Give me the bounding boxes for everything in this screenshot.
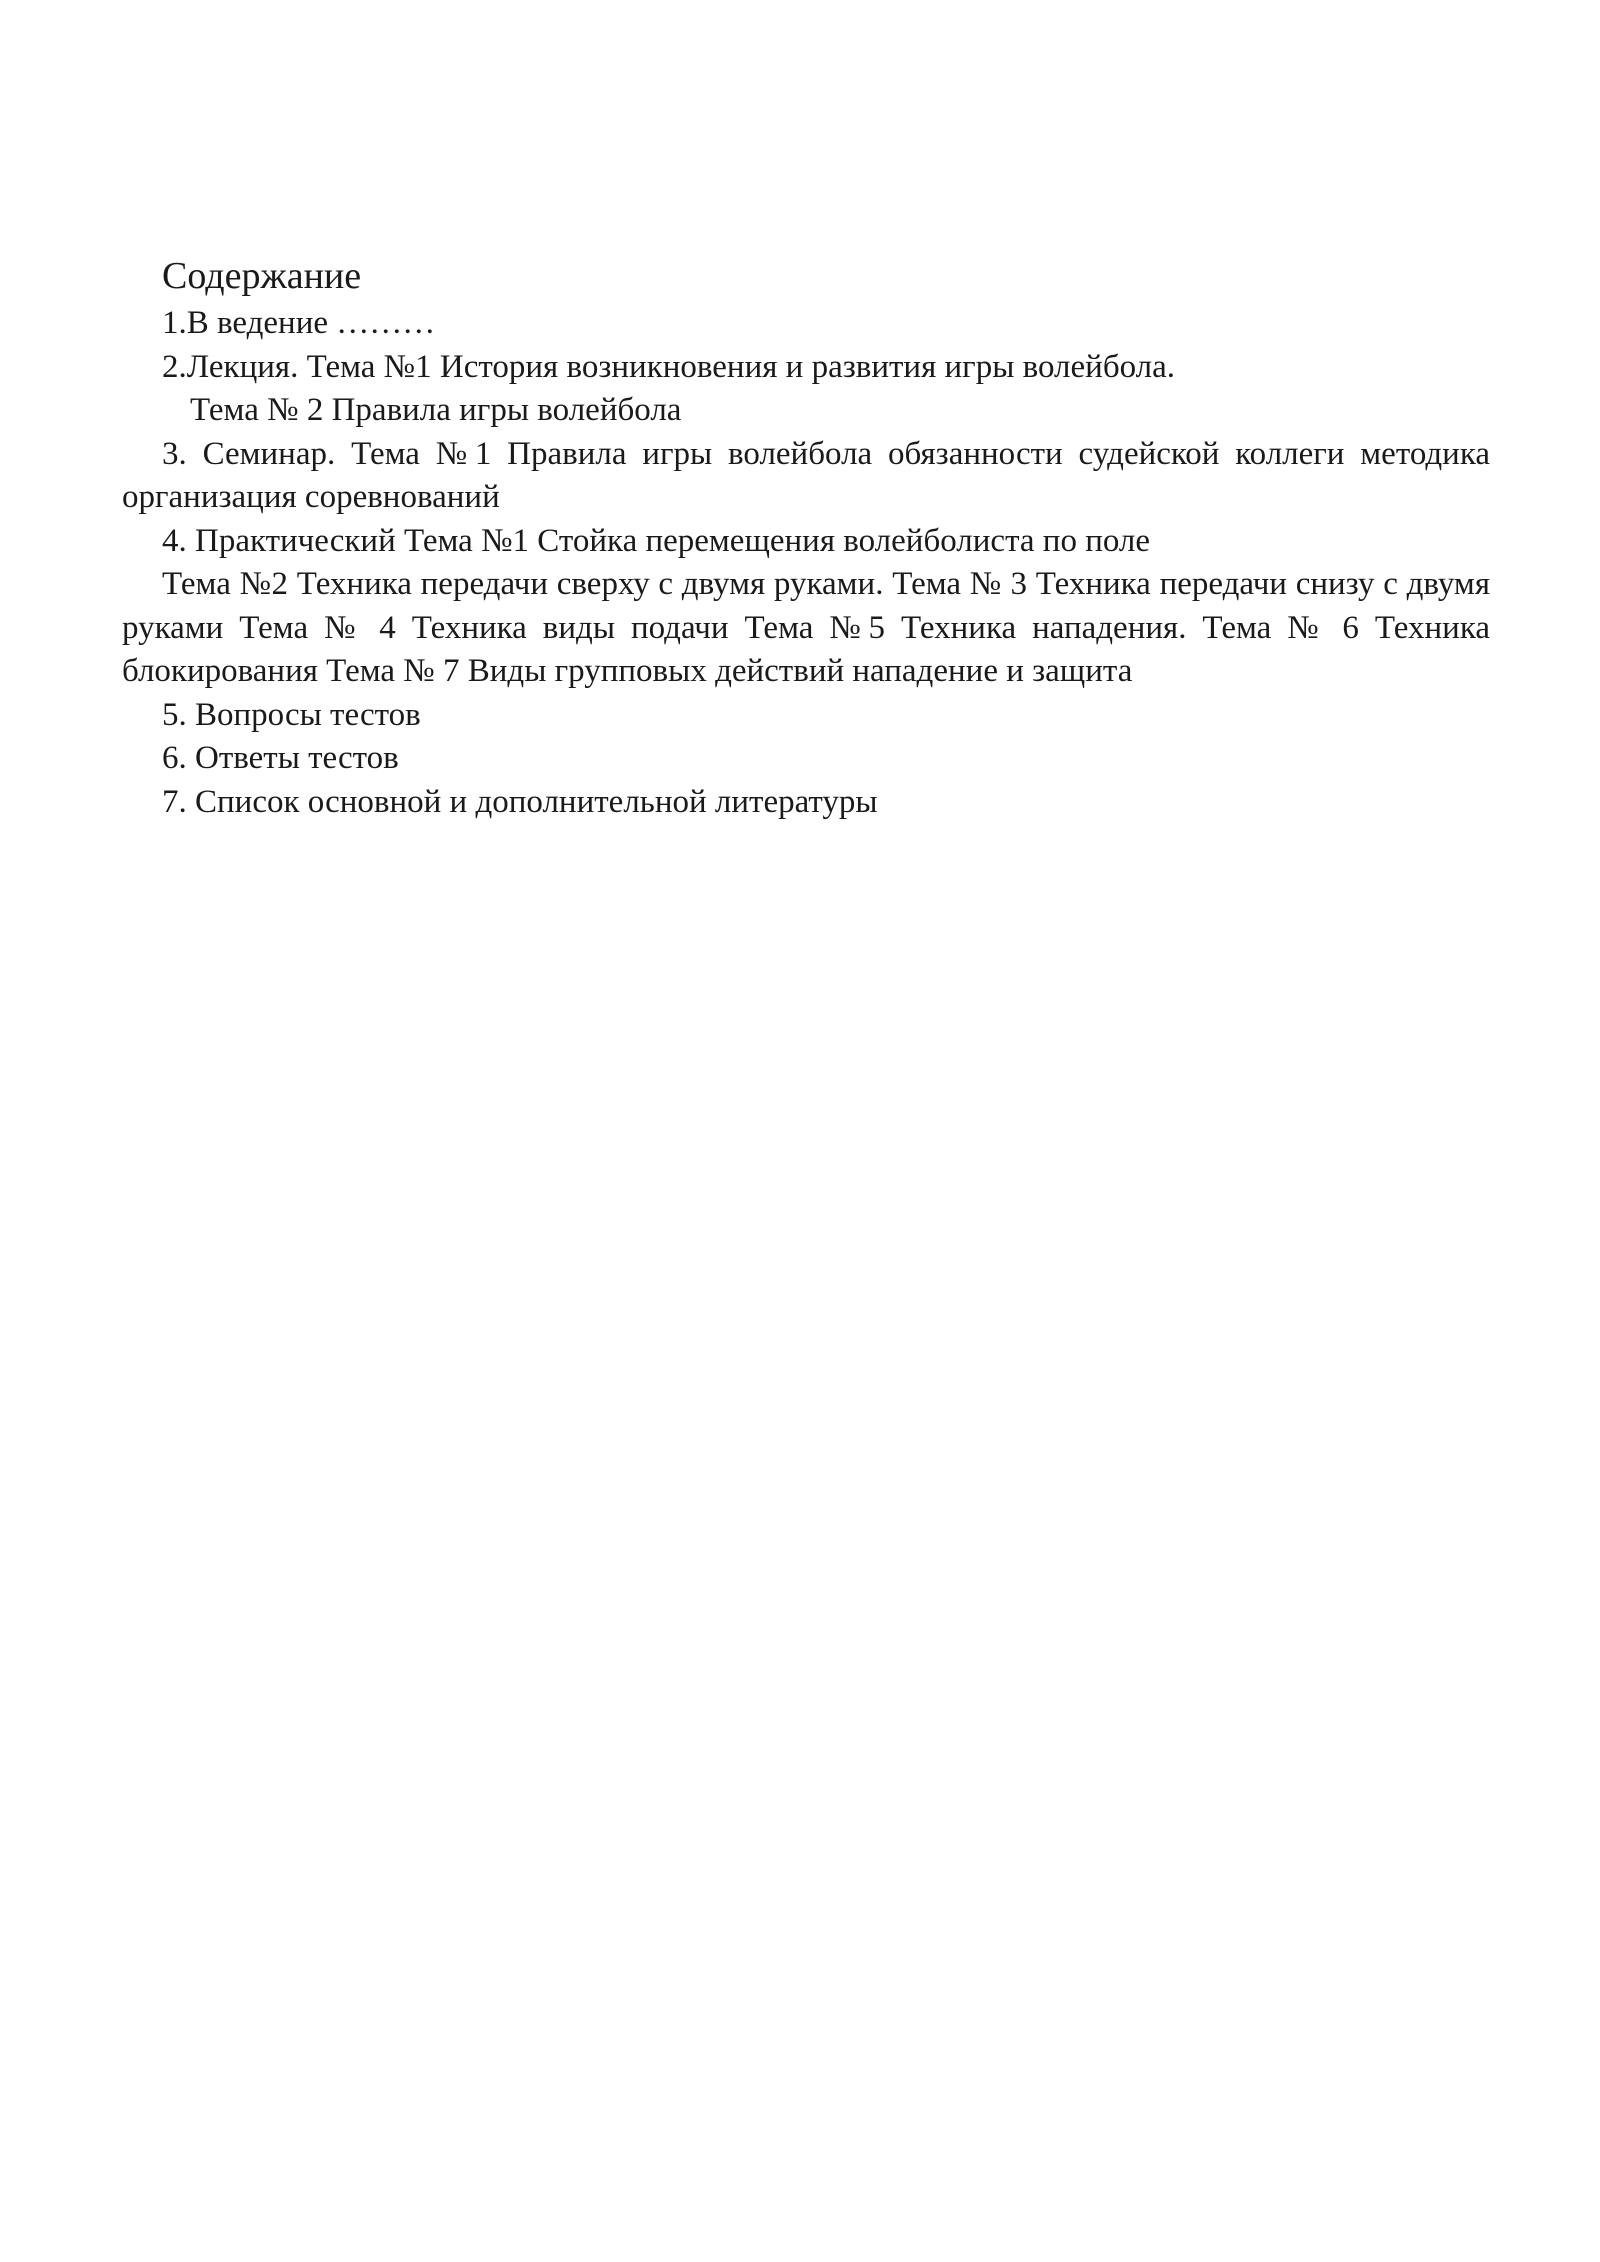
toc-item-test-answers: 6. Ответы тестов: [162, 740, 399, 776]
toc-item-literature: 7. Список основной и дополнительной литературы: [162, 783, 878, 820]
toc-title: Содержание: [162, 255, 362, 297]
toc-item-lecture-topic-2: Тема № 2 Правила игры волейбола: [190, 392, 682, 428]
toc-item-seminar: 3. Семинар. Тема №1 Правила игры волейбола обязанности судейской коллеги методика организация соревнований: [122, 435, 1490, 515]
toc-item-practical-topic-1: 4. Практический Тема №1 Стойка перемещения волейболиста по поле: [162, 522, 1151, 559]
toc-item-lecture-topic-1: 2.Лекция. Тема №1 История возникновения и развития игры волейбола.: [162, 348, 1176, 385]
toc-item-practical-topics-2-7: Тема №2 Техника передачи сверху с двумя руками. Тема № 3 Техника передачи снизу с двумя руками Тема № 4 Техника виды подачи Тема №5 Техника нападения. Тема № 6 Техника блокирования Тема № 7 Виды групповых действий нападение и защита: [122, 566, 1490, 689]
toc-item-test-questions: 5. Вопросы тестов: [162, 696, 421, 733]
table-of-contents: [122, 250, 1490, 824]
toc-item-introduction: 1.В ведение ………: [162, 305, 436, 341]
